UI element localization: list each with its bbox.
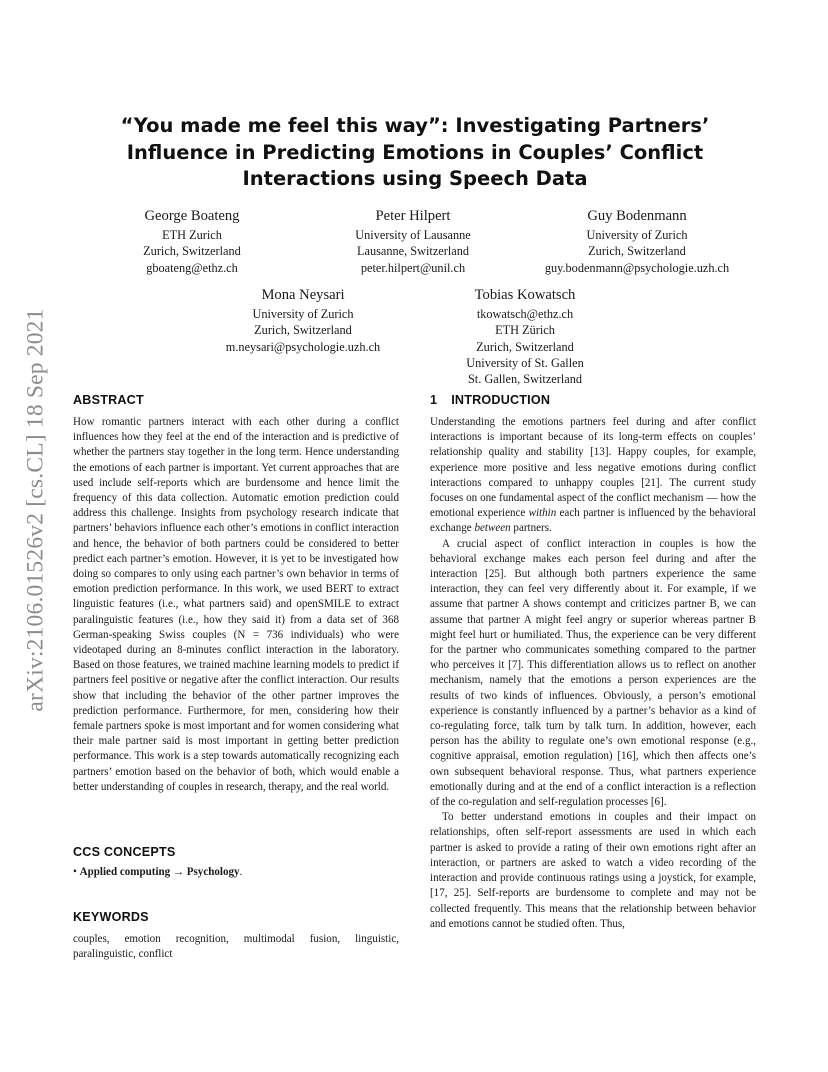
author-email: gboateng@ethz.ch <box>146 260 238 275</box>
author-block <box>198 285 408 355</box>
intro-paragraph-3: To better understand emotions in couples and their impact on relationships, often self-report assessments are used in which each partner is asked to provide a rating of their own emotions right after an interaction, or partners are asked to watch a video recording of the interaction and provide continuous ratings using a joystick, for example, [17, 25]. Self-reports are burdensome to complete and may not be collected frequently. This means that the relationship between behavior and emotions cannot be studied often. Thus, <box>430 811 756 930</box>
author-block <box>440 285 610 387</box>
intro-emphasis: between <box>474 522 511 535</box>
keywords-body <box>73 932 399 962</box>
author-name: Mona Neysari <box>261 287 345 303</box>
author-location: Zurich, Switzerland <box>476 339 574 354</box>
keywords-text: couples, emotion recognition, multimodal fusion, linguistic, paralinguistic, conflict <box>73 933 399 961</box>
section-title: INTRODUCTION <box>451 393 551 407</box>
author-affiliation: University of Zurich <box>586 228 688 242</box>
abstract-heading: ABSTRACT <box>73 393 144 407</box>
paper-title: “You made me feel this way”: Investigating Partners’ Influence in Predicting Emotions in Couples’ Conflict Interactions using Speech Data <box>120 114 710 190</box>
section-heading <box>430 393 550 407</box>
ccs-concepts <box>73 865 399 880</box>
intro-emphasis: within <box>528 507 557 520</box>
author-location: Lausanne, Switzerland <box>357 244 469 259</box>
author-email: peter.hilpert@unil.ch <box>360 260 466 275</box>
intro-text: Understanding the emotions partners feel during and after conflict interactions is important because of its long-term effects on couples’ relationship quality and stability [13]. Happy couples, for example, experience more positive and less negative emotions during conflict interactions compared to unhappy couples [21]. The current study focuses on one fundamental aspect of the conflict mechanism — how the emotional experience <box>430 416 756 520</box>
author-email: tkowatsch@ethz.ch <box>476 307 574 321</box>
author-name: Tobias Kowatsch <box>474 287 576 303</box>
author-location: Zurich, Switzerland <box>143 244 241 259</box>
ccs-bullet: • <box>73 866 77 878</box>
keywords-heading: KEYWORDS <box>73 910 149 924</box>
abstract-text: How romantic partners interact with each other during a conflict influences how they feel at the end of the interaction and is predictive of whether the partners stay together in the long term. Hence understanding the emotions of each partner is important. Yet current approaches that are used include self-reports which are burdensome and hence limit the frequency of this data collection. Automatic emotion prediction could address this challenge. Insights from psychology research indicate that partners’ behaviors influence each other’s emotions in conflict interaction and hence, the behavior of both partners could be considered to better predict each partner’s emotion. However, it is yet to be investigated how doing so compares to only using each partner’s own behavior in terms of emotion prediction performance. In this work, we used BERT to extract linguistic features (i.e., what partners said) and openSMILE to extract paralinguistic features (i.e., how they said it) from a data set of 368 German-speaking Swiss couples (N = 736 individuals) who were videotaped during an 8-minutes conflict interaction in the laboratory. Based on those features, we trained machine learning models to predict if partners feel positive or negative after the conflict interaction. Our results show that including the behavior of the other partner improves the prediction performance. Furthermore, for men, considering how their female partners spoke is most important and for women considering what their male partner said is most important in getting better prediction performance. This work is a step towards automatically recognizing each partners’ emotion based on the behavior of both, which would enable a better understanding of couples in research, therapy, and the real world. <box>73 416 399 793</box>
intro-paragraph-1 <box>430 415 756 537</box>
introduction-body <box>430 415 756 932</box>
author-email: guy.bodenmann@psychologie.uzh.ch <box>544 260 730 275</box>
author-name: Guy Bodenmann <box>587 208 687 224</box>
arxiv-stamp-text: arXiv:2106.01526v2 [cs.CL] 18 Sep 2021 <box>22 308 49 712</box>
intro-paragraph-2: A crucial aspect of conflict interaction in couples is how the behavioral exchange makes each person feel during and after the interaction [25]. But although both partners experience the same interaction, they can feel very differently about it. For example, if we assume that partner A shows contempt and criticizes partner B, we can assume that partner A might feel angry or superior whereas partner B might feel hurt or humiliated. Thus, the experience can be very different for the partner who communicates something compared to the partner who perceives it [7]. This differentiation allows us to reflect on another mechanism, namely that the emotions a person experiences are the results of two kinds of influences. Obviously, a person’s emotional experience is constantly influenced by a partner’s behavior as a kind of co-regulating force, talk turn by talk turn. In addition, however, each person has the ability to regulate one’s own emotional response (e.g., cognitive appraisal, emotion regulation) [16], which then affects one’s own subsequent behavioral response. Thus, what partners experience emotionally during and at the end of a conflict interaction is a reflection of the co-regulation and self-regulation processes [6]. <box>430 537 756 809</box>
author-block <box>318 206 508 276</box>
author-name: Peter Hilpert <box>375 208 451 224</box>
author-name: George Boateng <box>144 208 240 224</box>
author-location-2: St. Gallen, Switzerland <box>467 372 583 387</box>
intro-text: each partner is influenced by the behavioral exchange <box>430 507 756 535</box>
author-affiliation: ETH Zurich <box>162 228 222 242</box>
ccs-heading: CCS CONCEPTS <box>73 845 176 859</box>
section-number: 1 <box>430 393 438 407</box>
ccs-item-end: . <box>239 866 243 878</box>
abstract-body <box>73 415 399 795</box>
author-affiliation: ETH Zürich <box>495 323 555 338</box>
author-block <box>117 206 267 276</box>
author-location: Zurich, Switzerland <box>254 323 352 338</box>
arxiv-stamp <box>14 290 58 730</box>
author-affiliation-2: University of St. Gallen <box>466 355 584 370</box>
author-email: m.neysari@psychologie.uzh.ch <box>225 339 381 354</box>
author-location: Zurich, Switzerland <box>588 244 686 259</box>
author-affiliation: University of Lausanne <box>355 228 471 242</box>
author-block <box>522 206 752 276</box>
intro-text: partners. <box>510 522 552 535</box>
ccs-item: Applied computing → Psychology <box>79 866 240 878</box>
author-affiliation: University of Zurich <box>252 307 354 321</box>
